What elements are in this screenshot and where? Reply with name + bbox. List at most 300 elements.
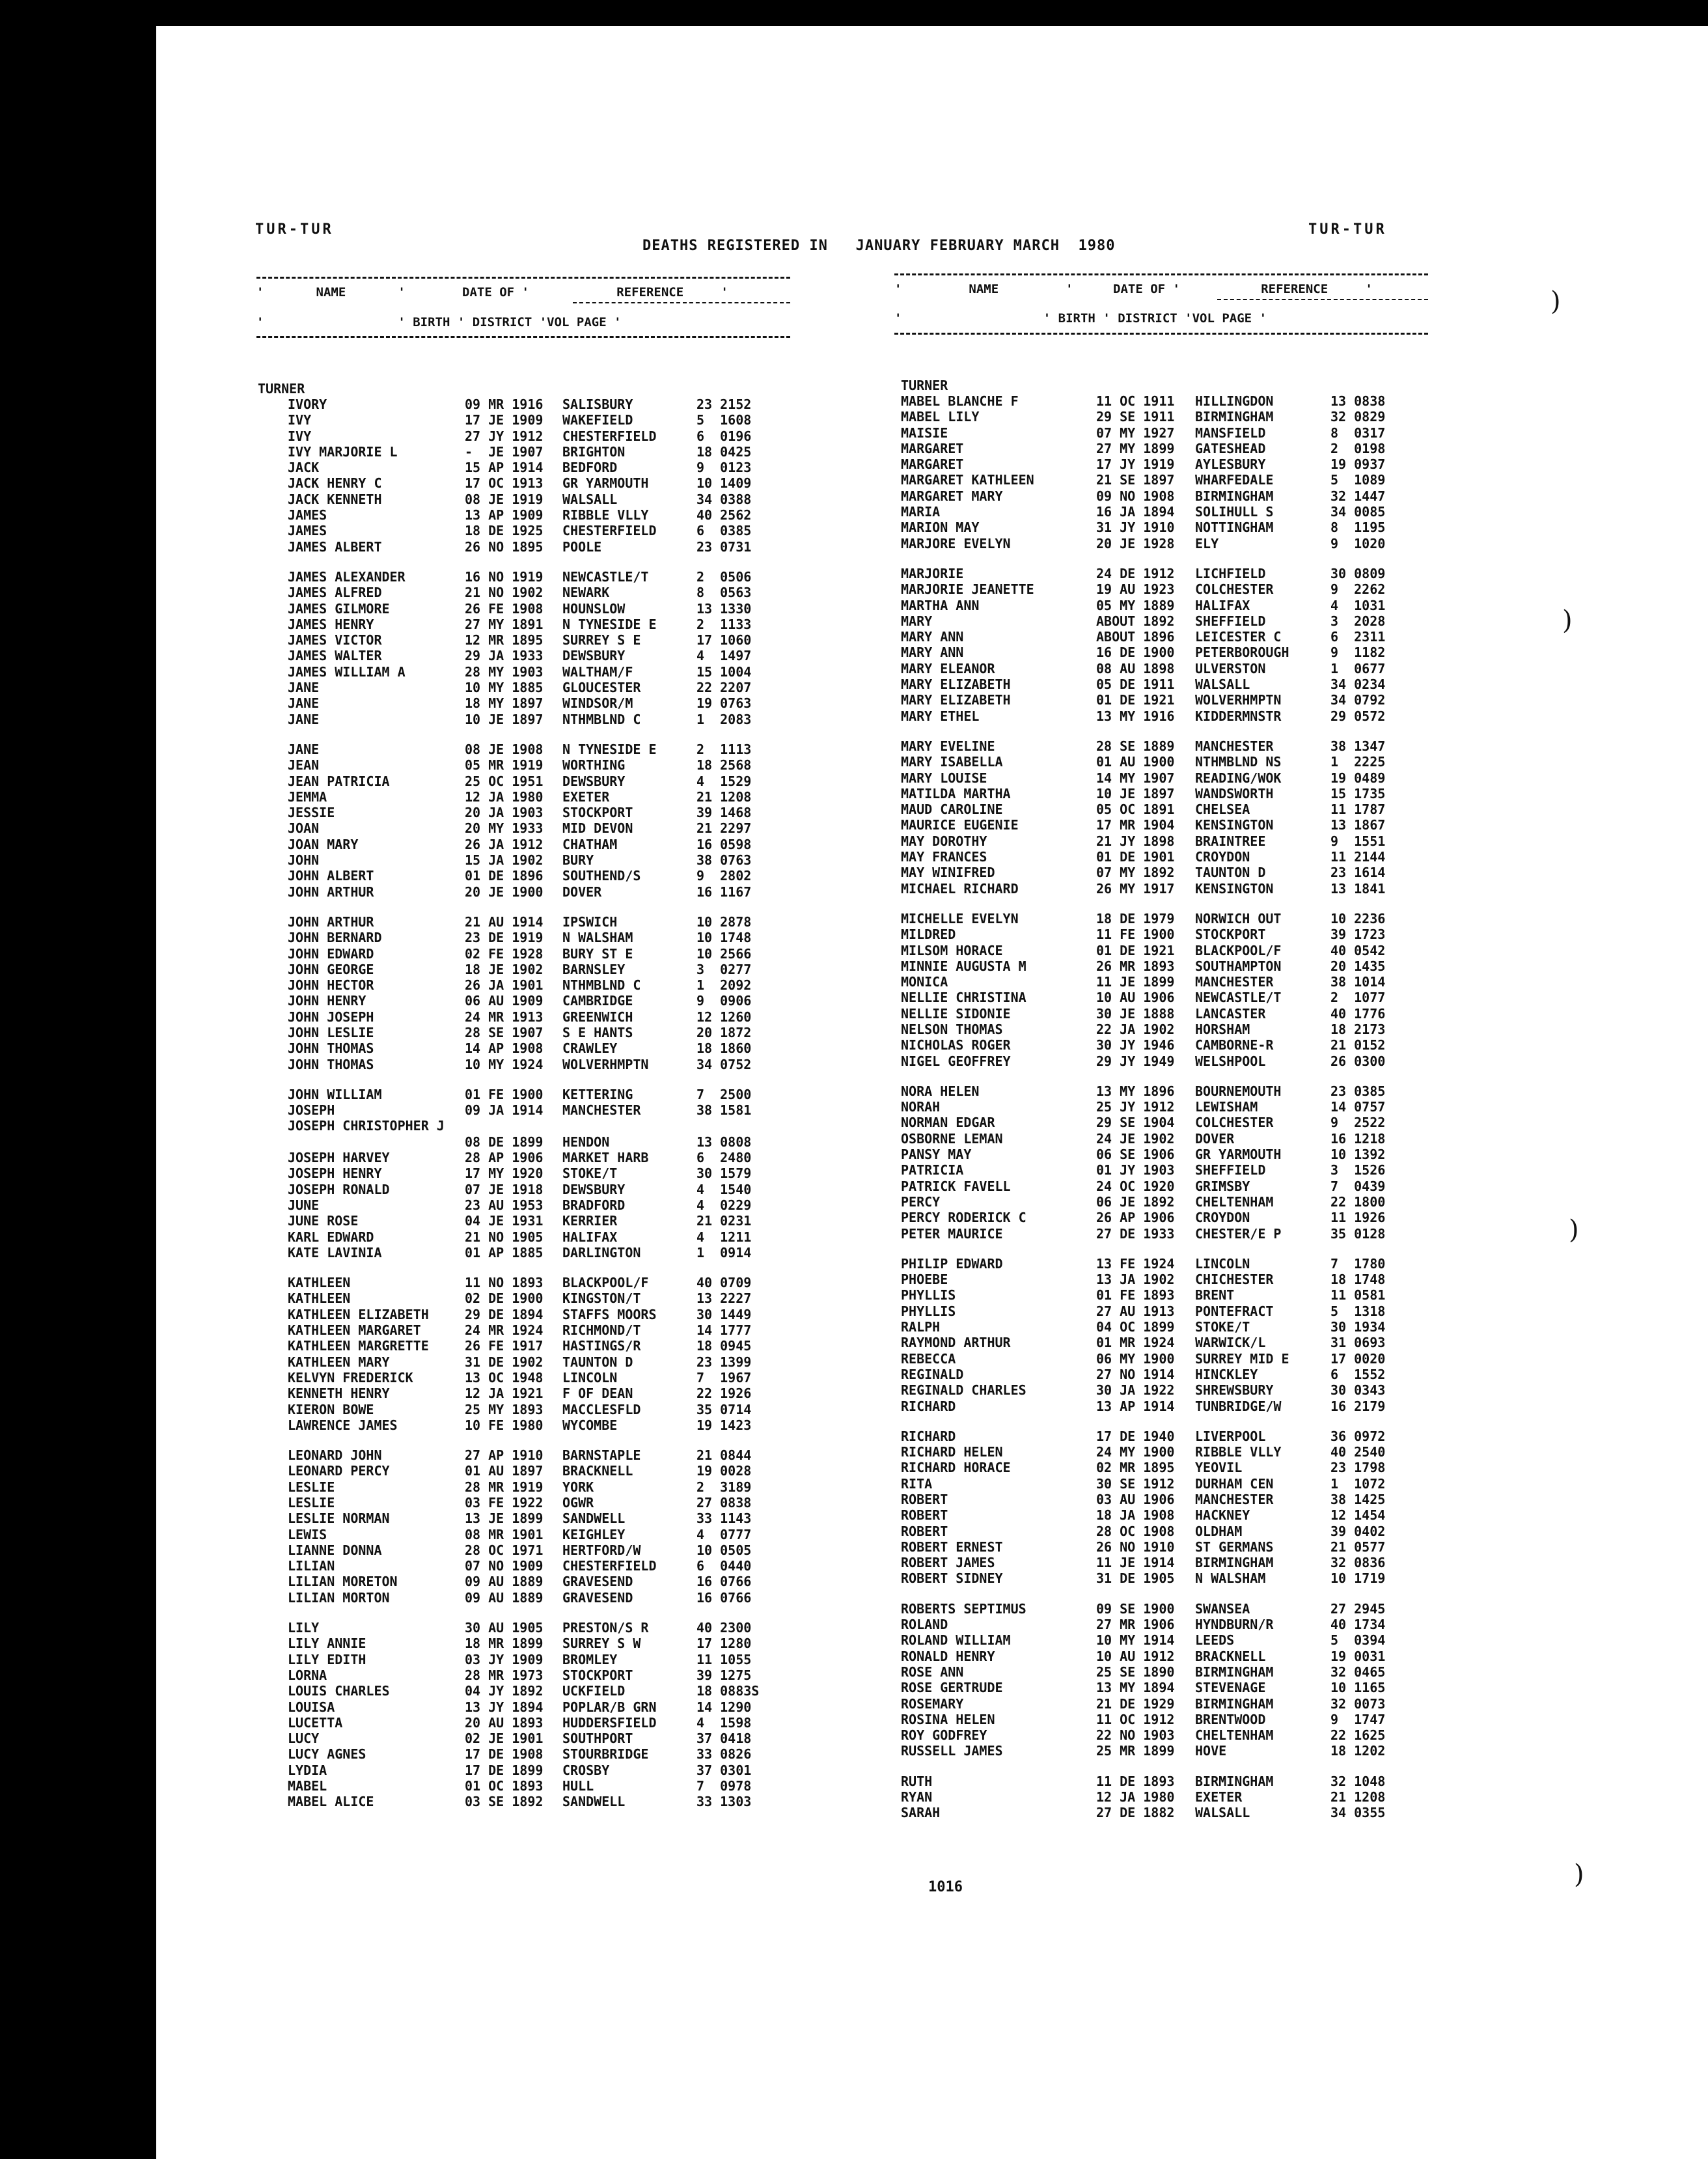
entry-reference: 15 1735 (1330, 785, 1386, 801)
entry-name: PHYLLIS (901, 1303, 956, 1319)
register-row (258, 1386, 788, 1401)
entry-name: MARY ISABELLA (901, 754, 1003, 770)
entry-birth-date: 13 JA 1902 (1096, 1272, 1175, 1288)
entry-name: LAWRENCE JAMES (288, 1417, 398, 1433)
entry-birth-date: 07 MY 1892 (1096, 865, 1175, 881)
left-col-birth-text: BIRTH (413, 315, 450, 329)
entry-name: JOAN MARY (288, 836, 359, 852)
register-row (901, 456, 1422, 472)
entry-name: JAMES ALFRED (288, 585, 382, 601)
entry-district: SURREY S E (562, 632, 641, 648)
register-row (258, 475, 788, 491)
register-row (901, 1351, 1422, 1367)
entry-birth-date: 04 OC 1899 (1096, 1319, 1175, 1335)
entry-birth-date: 10 JE 1897 (465, 711, 544, 727)
entry-district: N WALSHAM (562, 930, 633, 946)
entry-birth-date: 09 AU 1889 (465, 1589, 544, 1606)
register-row (901, 1727, 1422, 1743)
entry-birth-date: 12 JA 1980 (465, 788, 544, 805)
entry-reference: 30 1934 (1330, 1319, 1386, 1335)
entry-district: CHELTENHAM (1195, 1193, 1274, 1210)
register-row (901, 1460, 1422, 1475)
entry-district: WELSHPOOL (1195, 1053, 1266, 1069)
entry-birth-date: 12 JA 1921 (465, 1386, 544, 1402)
entry-reference: 32 0829 (1330, 409, 1386, 425)
entry-reference: 10 1719 (1330, 1570, 1386, 1587)
right-col-birth-text: BIRTH (1058, 311, 1095, 326)
entry-reference: 40 0709 (696, 1275, 752, 1291)
entry-name: JOHN THOMAS (288, 1056, 374, 1072)
entry-district: WOLVERHMPTN (562, 1056, 649, 1072)
entry-district: CRAWLEY (562, 1040, 618, 1057)
entry-birth-date: 27 NO 1914 (1096, 1366, 1175, 1382)
register-row (258, 1558, 788, 1574)
entry-district: PRESTON/S R (562, 1620, 649, 1636)
right-col-name-text: NAME (969, 282, 999, 296)
entry-birth-date: 26 FE 1908 (465, 600, 544, 617)
entry-name: JANE (288, 711, 320, 727)
register-row (901, 1601, 1422, 1617)
entry-district: KENSINGTON (1195, 880, 1274, 897)
entry-reference: 1 2083 (696, 711, 752, 727)
entry-name: MAY WINIFRED (901, 865, 995, 881)
entry-name: KATHLEEN (288, 1275, 351, 1291)
entry-name: RICHARD HORACE (901, 1460, 1011, 1476)
entry-reference: 9 2802 (696, 868, 752, 884)
entry-reference: 13 1841 (1330, 880, 1386, 897)
entry-reference: 18 1202 (1330, 1743, 1386, 1759)
entry-district: CHESTERFIELD (562, 1558, 657, 1574)
register-row (258, 1495, 788, 1511)
register-row (901, 1099, 1422, 1115)
entry-reference: 11 0581 (1330, 1287, 1386, 1303)
entry-birth-date: 08 AU 1898 (1096, 660, 1175, 676)
register-row (901, 1570, 1422, 1586)
register-row (258, 412, 788, 428)
entry-birth-date: 27 AU 1913 (1096, 1303, 1175, 1319)
entry-name: IVORY (288, 397, 327, 412)
entry-district: KEIGHLEY (562, 1526, 626, 1542)
entry-name: KATHLEEN MARY (288, 1354, 390, 1370)
entry-name: JOSEPH CHRISTOPHER J (288, 1118, 445, 1134)
entry-district: PONTEFRACT (1195, 1303, 1274, 1319)
entry-name: JACK KENNETH (288, 491, 382, 507)
entry-birth-date: 16 JA 1894 (1096, 504, 1175, 520)
entry-reference: 1 0677 (1330, 660, 1386, 676)
entry-name: MAY FRANCES (901, 849, 987, 865)
entry-district: NTHMBLND C (562, 977, 641, 994)
entry-reference: 6 2480 (696, 1150, 752, 1166)
entry-reference: 22 1926 (696, 1386, 752, 1402)
entry-reference: 23 1614 (1330, 865, 1386, 881)
entry-district: NORWICH OUT (1195, 910, 1282, 926)
register-row (901, 1507, 1422, 1523)
entry-name: LUCY (288, 1731, 320, 1747)
register-row (258, 914, 788, 930)
entry-district: RIBBLE VLLY (1195, 1444, 1282, 1460)
entry-name: MARY ELIZABETH (901, 692, 1011, 708)
register-row (258, 884, 788, 900)
entry-district: HALIFAX (1195, 597, 1250, 613)
entry-reference: 39 1275 (696, 1667, 752, 1683)
entry-name: KARL EDWARD (288, 1229, 374, 1245)
entry-name: JOHN LESLIE (288, 1024, 374, 1040)
entry-birth-date: 21 AU 1914 (465, 913, 544, 930)
entry-name: MAY DOROTHY (901, 833, 987, 849)
entry-name: LEONARD JOHN (288, 1447, 382, 1464)
entry-district: LEICESTER C (1195, 629, 1282, 645)
entry-birth-date: 12 MR 1895 (465, 632, 544, 648)
register-row (901, 1632, 1422, 1648)
entry-birth-date: 31 DE 1905 (1096, 1570, 1175, 1587)
entry-birth-date: 13 MY 1916 (1096, 708, 1175, 724)
entry-name: LESLIE (288, 1495, 335, 1511)
entry-district: WYCOMBE (562, 1417, 618, 1433)
entry-reference: 19 0937 (1330, 456, 1386, 473)
entry-birth-date: 04 JE 1931 (465, 1213, 544, 1229)
entry-name: ROSE GERTRUDE (901, 1680, 1003, 1696)
right-col-dateof-text: DATE OF (1113, 282, 1166, 296)
register-row (258, 680, 788, 695)
entry-birth-date: 06 JE 1892 (1096, 1193, 1175, 1210)
left-col-birth: ' ' BIRTH ' DISTRICT 'VOL PAGE ' (256, 315, 622, 329)
register-row (901, 849, 1422, 865)
entry-birth-date: 01 AP 1885 (465, 1244, 544, 1261)
entry-name: MARGARET (901, 440, 964, 456)
register-row (901, 1147, 1422, 1162)
entry-district: LANCASTER (1195, 1005, 1266, 1022)
register-row (901, 425, 1422, 441)
entry-district: WAKEFIELD (562, 412, 633, 428)
entry-name: JOHN ARTHUR (288, 913, 374, 930)
entry-district: STAFFS MOORS (562, 1306, 657, 1322)
entry-birth-date (465, 1118, 562, 1134)
entry-birth-date: 26 MY 1917 (1096, 880, 1175, 897)
entry-name: LORNA (288, 1667, 327, 1683)
entry-reference: 2 1077 (1330, 990, 1386, 1006)
entry-district: BRADFORD (562, 1197, 626, 1213)
entry-birth-date: 27 MY 1899 (1096, 440, 1175, 456)
entry-name: MONICA (901, 974, 948, 990)
entry-name: JAMES WILLIAM A (288, 663, 406, 680)
right-col-birth: ' ' BIRTH ' DISTRICT 'VOL PAGE ' (894, 311, 1267, 326)
entry-name: JAMES VICTOR (288, 632, 382, 648)
entry-birth-date: 06 MY 1900 (1096, 1350, 1175, 1367)
entry-birth-date: 02 MR 1895 (1096, 1460, 1175, 1476)
entry-reference: 10 1392 (1330, 1147, 1386, 1163)
entry-district: ULVERSTON (1195, 660, 1266, 676)
entry-reference: 9 1020 (1330, 535, 1386, 551)
entry-birth-date: 17 DE 1899 (465, 1762, 544, 1778)
entry-name: MARGARET (901, 456, 964, 473)
entry-birth-date: 28 OC 1971 (465, 1542, 544, 1558)
register-row (901, 801, 1422, 817)
entry-reference: 30 1579 (696, 1165, 752, 1182)
entry-reference: 22 2207 (696, 680, 752, 696)
entry-district: TAUNTON D (562, 1354, 633, 1370)
entry-birth-date: 05 MY 1889 (1096, 597, 1175, 613)
entry-district: ST GERMANS (1195, 1539, 1274, 1555)
entry-name: NORAH (901, 1099, 941, 1115)
entry-reference: 19 0031 (1330, 1648, 1386, 1664)
register-row (258, 757, 788, 773)
entry-birth-date: 21 NO 1902 (465, 585, 544, 601)
entry-district: CHESTERFIELD (562, 428, 657, 444)
entry-district: CHICHESTER (1195, 1272, 1274, 1288)
entry-district: CAMBRIDGE (562, 993, 633, 1009)
entry-birth-date: 29 DE 1894 (465, 1306, 544, 1322)
entry-birth-date: 18 JE 1902 (465, 961, 544, 977)
entry-reference: 40 1776 (1330, 1005, 1386, 1022)
entry-birth-date: 13 AP 1914 (1096, 1398, 1175, 1414)
entry-birth-date: 07 JE 1918 (465, 1181, 544, 1197)
entry-district: AYLESBURY (1195, 456, 1266, 473)
entry-name: IVY (288, 428, 312, 444)
entry-reference: 20 1435 (1330, 958, 1386, 974)
entry-birth-date: 28 MR 1973 (465, 1667, 544, 1683)
entry-district: DARLINGTON (562, 1244, 641, 1261)
entry-district: HYNDBURN/R (1195, 1617, 1274, 1633)
entry-reference: 23 0731 (696, 538, 752, 555)
entry-name: NORMAN EDGAR (901, 1115, 995, 1131)
entry-district: STOCKPORT (562, 805, 633, 821)
entry-district: MANCHESTER (1195, 738, 1274, 754)
register-row (901, 958, 1422, 974)
entry-name: MINNIE AUGUSTA M (901, 958, 1026, 974)
entry-birth-date: 24 JE 1902 (1096, 1130, 1175, 1147)
entry-birth-date: ABOUT 1896 (1096, 629, 1175, 645)
entry-birth-date: 09 NO 1908 (1096, 488, 1175, 504)
entry-district: KERRIER (562, 1213, 618, 1229)
entry-district: NEWCASTLE/T (1195, 990, 1282, 1006)
entry-name: JOHN HECTOR (288, 977, 374, 994)
register-row (901, 1210, 1422, 1225)
entry-name: RUSSELL JAMES (901, 1743, 1003, 1759)
entry-name: IVY MARJORIE L (288, 443, 398, 460)
register-row (258, 837, 788, 852)
entry-name: RUTH (901, 1773, 933, 1789)
entry-name: RONALD HENRY (901, 1648, 995, 1664)
entry-birth-date: 02 JE 1901 (465, 1731, 544, 1747)
entry-name: MABEL (288, 1778, 327, 1794)
register-row (258, 1731, 788, 1746)
entry-reference: 6 0196 (696, 428, 752, 444)
entry-district: CHELSEA (1195, 801, 1250, 818)
entry-reference: 10 2566 (696, 945, 752, 962)
entry-birth-date: 20 JA 1903 (465, 805, 544, 821)
entry-birth-date: 28 SE 1907 (465, 1024, 544, 1040)
entry-name: KATE LAVINIA (288, 1244, 382, 1261)
entry-birth-date: 14 AP 1908 (465, 1040, 544, 1057)
entry-birth-date: 22 NO 1903 (1096, 1727, 1175, 1744)
entry-district: SWANSEA (1195, 1600, 1250, 1617)
entry-name: MARY ANN (901, 629, 964, 645)
entry-reference: 3 1526 (1330, 1162, 1386, 1178)
entry-birth-date: 01 DE 1901 (1096, 849, 1175, 865)
right-col-volpage-text: 'VOL PAGE (1185, 311, 1252, 326)
entry-district: KETTERING (562, 1086, 633, 1102)
header-year: 1980 (1078, 238, 1116, 254)
entry-district: KENSINGTON (1195, 817, 1274, 833)
entry-birth-date: 11 JE 1899 (1096, 974, 1175, 990)
entry-reference: 2 0506 (696, 568, 752, 585)
entry-reference: 20 1872 (696, 1024, 752, 1040)
entry-name: ROBERT (901, 1523, 948, 1539)
entry-district: CAMBORNE-R (1195, 1037, 1274, 1053)
register-row (901, 645, 1422, 660)
entry-name: MATILDA MARTHA (901, 785, 1011, 801)
entry-birth-date: 18 MY 1897 (465, 695, 544, 712)
register-row (258, 1402, 788, 1417)
entry-name: ROLAND (901, 1617, 948, 1633)
entry-district: N TYNESIDE E (562, 741, 657, 757)
entry-district: BRENTWOOD (1195, 1711, 1266, 1727)
register-row (258, 507, 788, 523)
entry-district: CHESTER/E P (1195, 1225, 1282, 1242)
entry-reference: 36 0972 (1330, 1428, 1386, 1444)
entry-name: ROLAND WILLIAM (901, 1632, 1011, 1649)
entry-birth-date: 16 DE 1900 (1096, 645, 1175, 661)
register-row (901, 1287, 1422, 1303)
entry-district: DURHAM CEN (1195, 1475, 1274, 1492)
register-row (258, 444, 788, 460)
entry-district: BIRMINGHAM (1195, 1555, 1274, 1571)
entry-district: PETERBOROUGH (1195, 645, 1289, 661)
entry-reference: 5 0394 (1330, 1632, 1386, 1649)
register-row (901, 1805, 1422, 1820)
entry-name: JANE (288, 741, 320, 757)
entry-reference: 16 1167 (696, 884, 752, 900)
register-row (258, 617, 788, 632)
entry-birth-date: 18 DE 1925 (465, 523, 544, 539)
entry-name: PETER MAURICE (901, 1225, 1003, 1242)
entry-birth-date: 26 NO 1910 (1096, 1539, 1175, 1555)
entry-name: LEWIS (288, 1526, 327, 1542)
entry-name: PHYLLIS (901, 1287, 956, 1303)
entry-reference: 34 0752 (696, 1056, 752, 1072)
entry-reference: 21 0152 (1330, 1037, 1386, 1053)
register-row (258, 1197, 788, 1213)
entry-name: JOAN (288, 820, 320, 837)
entry-district: CROSBY (562, 1762, 610, 1778)
entry-reference: 38 0763 (696, 852, 752, 869)
entry-reference: 35 0128 (1330, 1225, 1386, 1242)
entry-name: MARJORIE (901, 565, 964, 581)
entry-birth-date: 17 OC 1913 (465, 475, 544, 492)
entry-district: GRIMSBY (1195, 1178, 1250, 1194)
entry-reference: 19 1423 (696, 1417, 752, 1433)
entry-district: BROMLEY (562, 1651, 618, 1667)
register-row (258, 460, 788, 475)
entry-name: MARJORIE JEANETTE (901, 581, 1034, 598)
entry-name: ROSE ANN (901, 1664, 964, 1680)
right-col-reference-text: REFERENCE (1261, 282, 1329, 296)
entry-reference: 38 1425 (1330, 1492, 1386, 1507)
register-row (901, 990, 1422, 1005)
register-row (901, 817, 1422, 833)
entry-birth-date: 01 MR 1924 (1096, 1335, 1175, 1351)
entry-district: OGWR (562, 1495, 594, 1511)
register-row (901, 1444, 1422, 1460)
left-surname: TURNER (258, 381, 305, 397)
entry-reference: 1 1072 (1330, 1475, 1386, 1492)
entry-name: PERCY RODERICK C (901, 1210, 1026, 1226)
entry-reference: 22 1625 (1330, 1727, 1386, 1744)
entry-district: F OF DEAN (562, 1386, 633, 1402)
register-row (258, 1057, 788, 1072)
entry-birth-date: 25 OC 1951 (465, 773, 544, 789)
entry-reference: 4 0229 (696, 1197, 752, 1213)
entry-name: LIANNE DONNA (288, 1542, 382, 1558)
entry-reference: 17 1060 (696, 632, 752, 648)
register-row (901, 1256, 1422, 1272)
register-row (901, 881, 1422, 897)
entry-name: MARION MAY (901, 520, 980, 536)
register-row (258, 712, 788, 727)
register-row (258, 1447, 788, 1463)
entry-district: GRAVESEND (562, 1589, 633, 1606)
register-row (258, 1245, 788, 1261)
entry-birth-date: 13 MY 1894 (1096, 1680, 1175, 1696)
entry-name: MARY ETHEL (901, 708, 980, 724)
entry-district: MANCHESTER (1195, 1492, 1274, 1507)
register-row (258, 962, 788, 977)
register-row (258, 523, 788, 538)
left-top-rule (256, 277, 790, 279)
entry-reference: 2 1113 (696, 741, 752, 757)
register-row (901, 911, 1422, 926)
register-row (901, 1712, 1422, 1727)
entry-district: DEWSBURY (562, 1181, 626, 1197)
entry-district: LEEDS (1195, 1632, 1235, 1649)
entry-birth-date: 17 JY 1919 (1096, 456, 1175, 473)
entry-district: CHELTENHAM (1195, 1727, 1274, 1744)
entry-reference: 11 1055 (696, 1651, 752, 1667)
register-row (901, 629, 1422, 645)
entry-district: WALSALL (1195, 1805, 1250, 1821)
entry-reference: 21 0231 (696, 1213, 752, 1229)
entry-district: DEWSBURY (562, 648, 626, 664)
entry-name: JESSIE (288, 805, 335, 821)
entry-district: WALTHAM/F (562, 663, 633, 680)
entry-birth-date: 06 SE 1906 (1096, 1147, 1175, 1163)
entry-district: ELY (1195, 535, 1219, 551)
entry-birth-date: 27 MY 1891 (465, 616, 544, 632)
entry-district: DEWSBURY (562, 773, 626, 789)
register-row (901, 488, 1422, 504)
left-col-reference-text: REFERENCE (616, 285, 684, 299)
entry-district: CROYDON (1195, 849, 1250, 865)
entry-name: PHILIP EDWARD (901, 1255, 1003, 1272)
entry-reference: 2 0198 (1330, 440, 1386, 456)
register-row (901, 1162, 1422, 1178)
entry-birth-date: 27 MR 1906 (1096, 1617, 1175, 1633)
entry-reference: 32 0465 (1330, 1664, 1386, 1680)
register-row (258, 852, 788, 868)
entry-reference: 16 0766 (696, 1589, 752, 1606)
entry-name: MARY ELIZABETH (901, 676, 1011, 693)
entry-birth-date: 11 OC 1911 (1096, 393, 1175, 409)
entry-reference: 16 0766 (696, 1574, 752, 1590)
entry-name: JACK HENRY C (288, 475, 382, 492)
register-row (258, 1275, 788, 1290)
entry-district: MARKET HARB (562, 1150, 649, 1166)
entry-district: HORSHAM (1195, 1021, 1250, 1037)
register-row (258, 1636, 788, 1651)
entry-name: JOSEPH HENRY (288, 1165, 382, 1182)
right-bottom-rule (894, 333, 1428, 335)
entry-reference: 33 0826 (696, 1746, 752, 1762)
